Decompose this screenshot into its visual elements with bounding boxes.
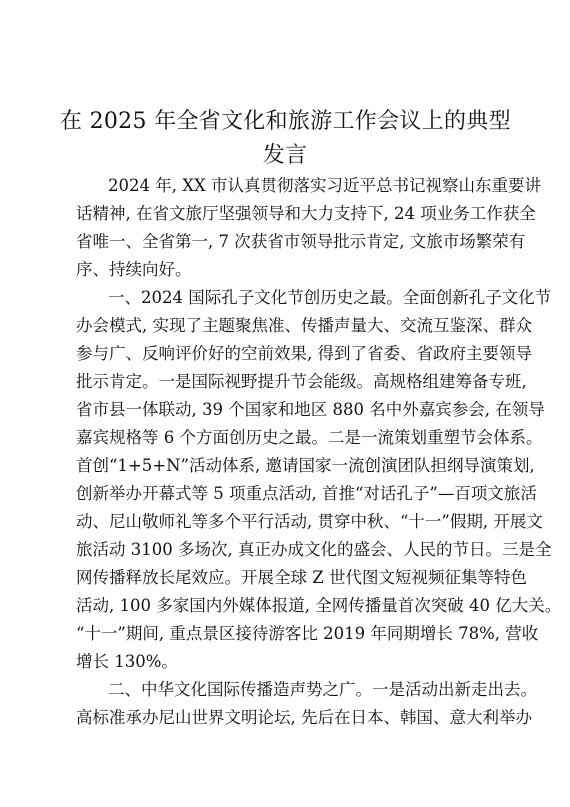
- paragraph-line: 办会模式, 实现了主题聚焦准、传播声量大、交流互鉴深、群众: [76, 316, 532, 335]
- paragraph-line: 旅活动 3100 多场次, 真正办成文化的盛会、人民的节日。三是全: [76, 540, 552, 559]
- paragraph-line: 二、中华文化国际传播造声势之广。一是活动出新走出去。: [108, 680, 537, 699]
- paragraph-line: 省唯一、全省第一, 7 次获省市领导批示肯定, 文旅市场繁荣有: [76, 232, 526, 251]
- paragraph-line: “十一”期间, 重点景区接待游客比 2019 年同期增长 78%, 营收: [76, 624, 539, 643]
- paragraph-line: 嘉宾规格等 6 个方面创历史之最。二是一流策划重塑节会体系。: [76, 428, 543, 447]
- paragraph-line: 活动, 100 多家国内外媒体报道, 全网传播量首次突破 40 亿大关。: [76, 596, 562, 615]
- document-title-line-2: 发言: [262, 143, 308, 168]
- paragraph-line: 一、2024 国际孔子文化节创历史之最。全面创新孔子文化节: [108, 288, 552, 307]
- paragraph-line: 参与广、反响评价好的空前效果, 得到了省委、省政府主要领导: [76, 344, 532, 363]
- paragraph-line: 省市县一体联动, 39 个国家和地区 880 名中外嘉宾参会, 在领导: [76, 400, 545, 419]
- paragraph-line: 创新举办开幕式等 5 项重点活动, 首推“对话孔子”—百项文旅活: [76, 484, 537, 503]
- paragraph-line: 序、持续向好。: [76, 260, 192, 279]
- paragraph-line: 首创“1+5+N”活动体系, 邀请国家一流创演团队担纲导演策划,: [76, 456, 535, 475]
- paragraph-line: 2024 年, XX 市认真贯彻落实习近平总书记视察山东重要讲: [108, 176, 541, 195]
- paragraph-line: 网传播释放长尾效应。开展全球 Z 世代图文短视频征集等特色: [76, 568, 527, 587]
- document-title-line-1: 在 2025 年全省文化和旅游工作会议上的典型: [60, 109, 511, 134]
- paragraph-line: 增长 130%。: [76, 652, 178, 671]
- paragraph-line: 高标准承办尼山世界文明论坛, 先后在日本、韩国、意大利举办: [76, 708, 532, 727]
- paragraph-line: 动、尼山敬师礼等多个平行活动, 贯穿中秋、“十一”假期, 开展文: [76, 512, 543, 531]
- paragraph-line: 批示肯定。一是国际视野提升节会能级。高规格组建筹备专班,: [76, 372, 527, 391]
- paragraph-line: 话精神, 在省文旅厅坚强领导和大力支持下, 24 项业务工作获全: [76, 204, 536, 223]
